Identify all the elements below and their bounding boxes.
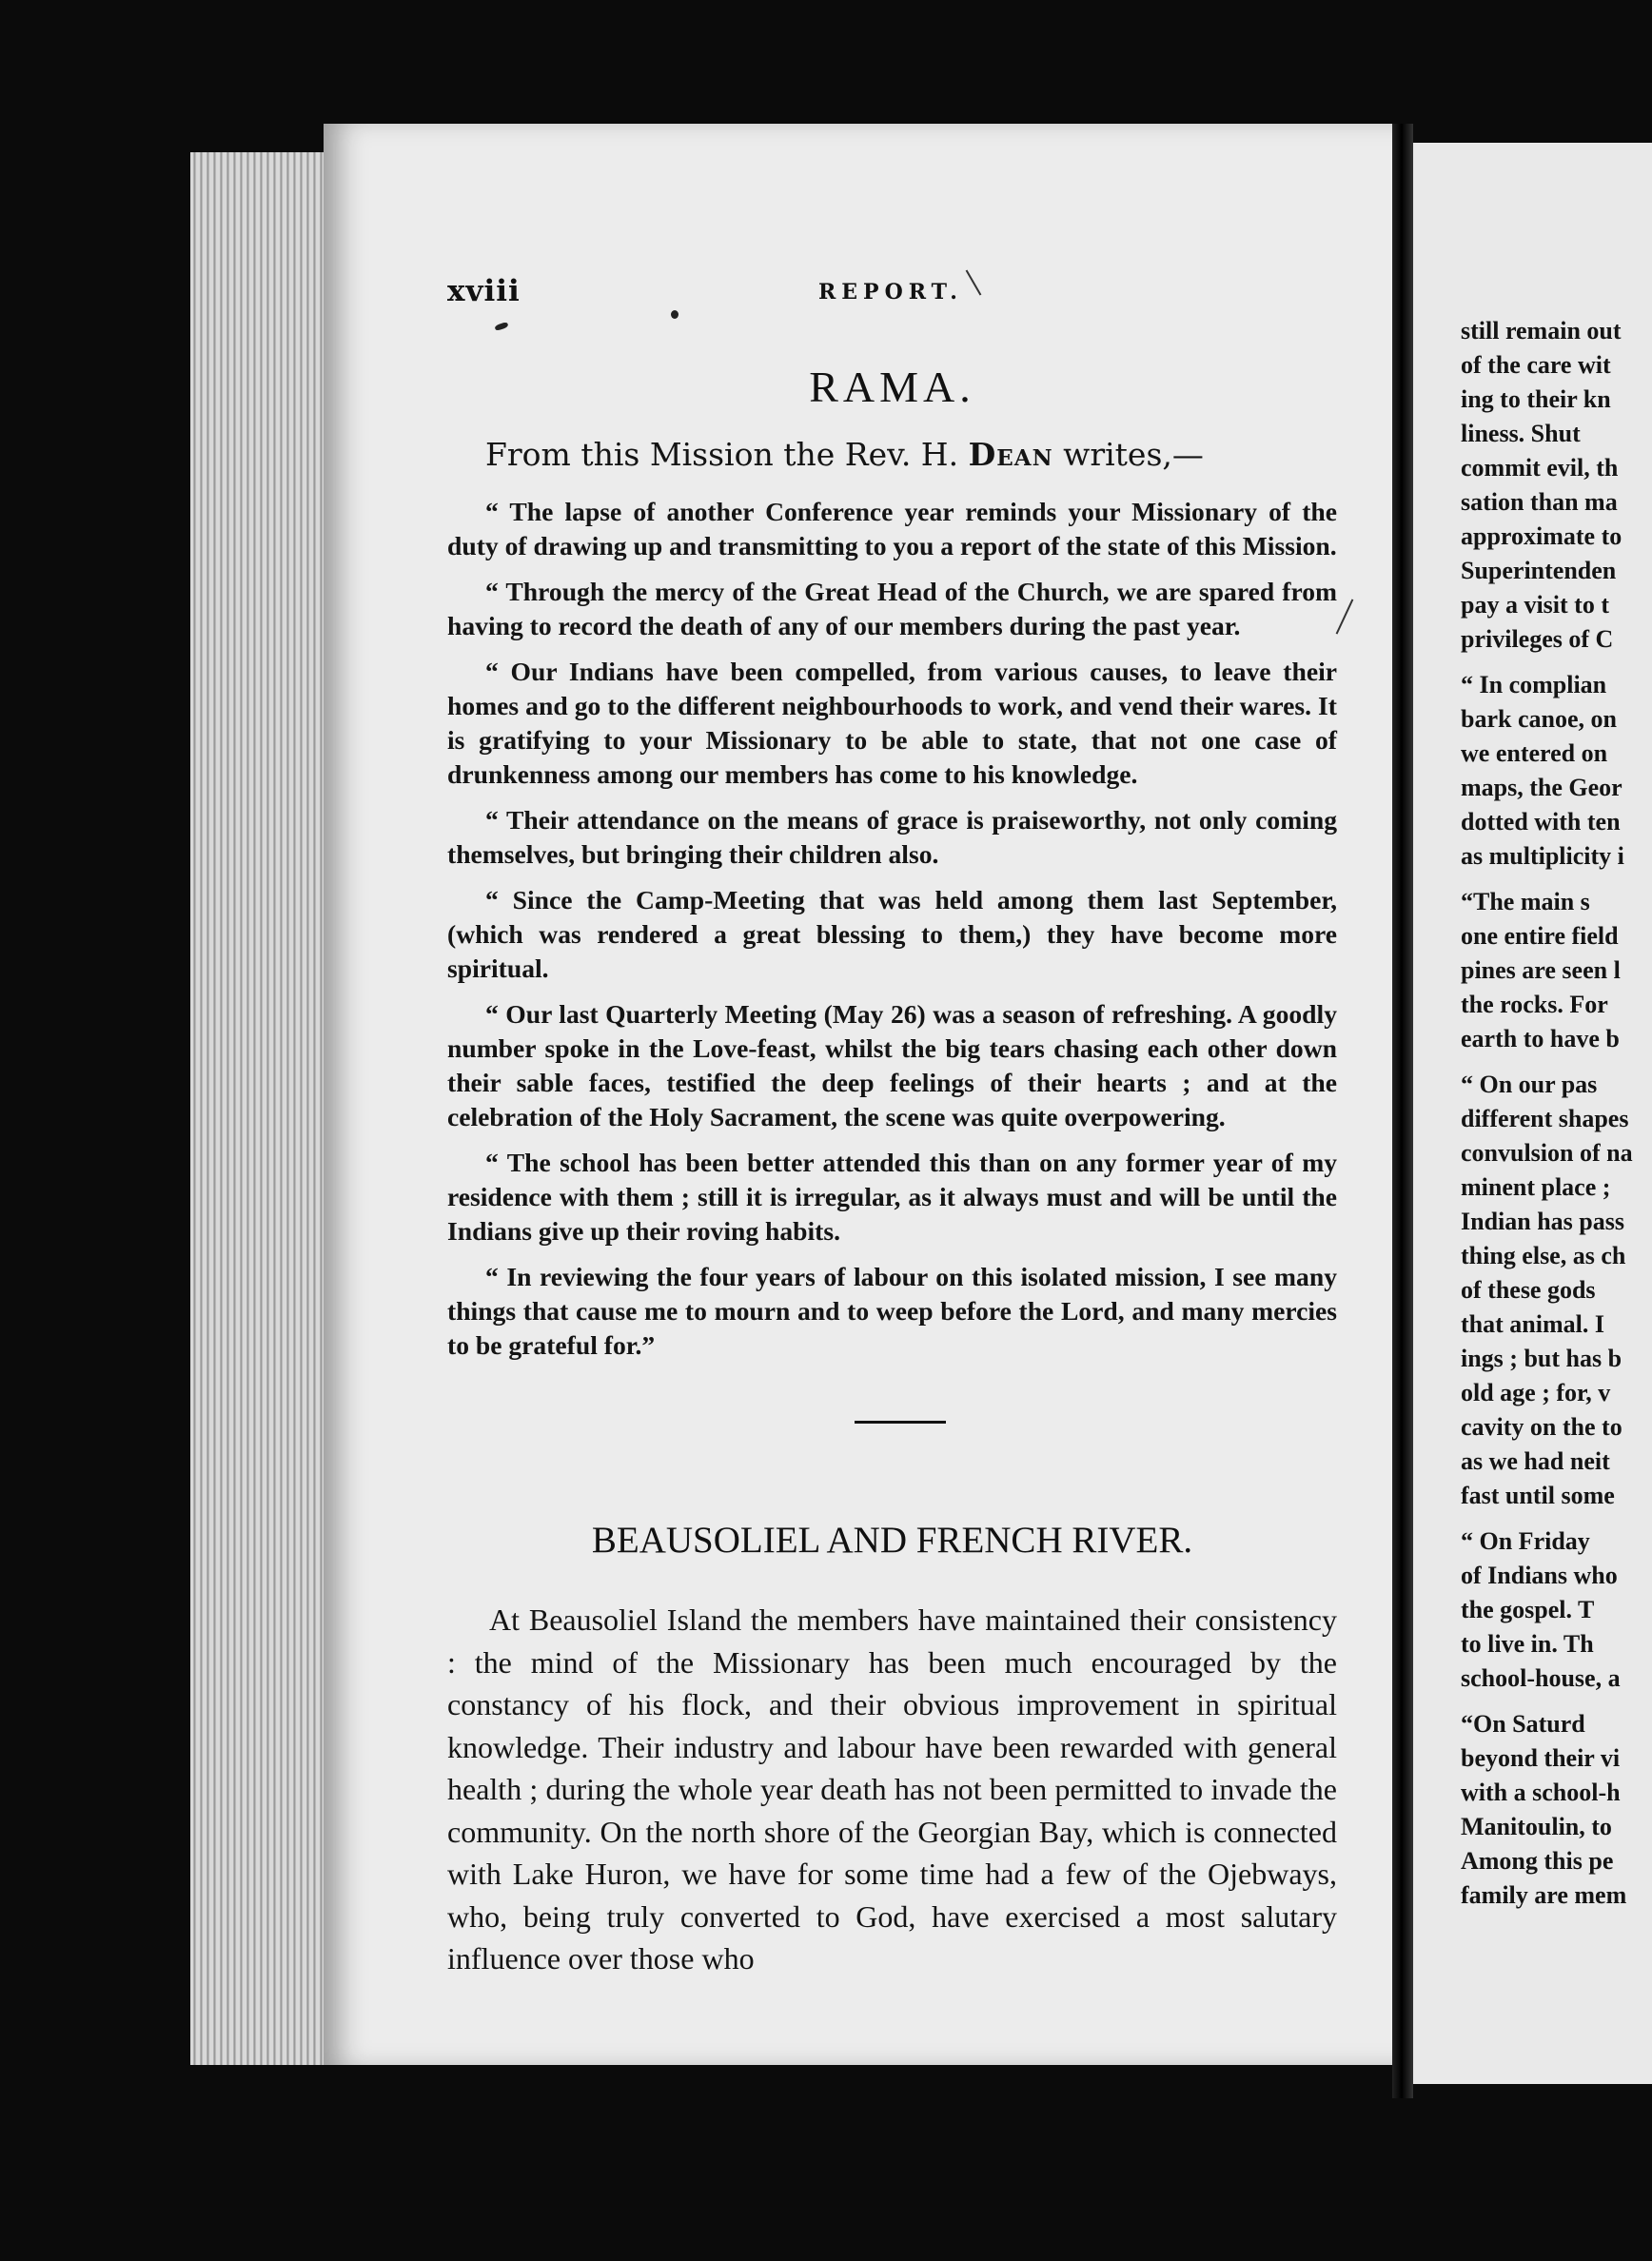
text-line: to live in. Th: [1461, 1630, 1594, 1658]
text-line: approximate to: [1461, 522, 1622, 550]
text-line: school-house, a: [1461, 1664, 1621, 1692]
text-line: of Indians who: [1461, 1562, 1618, 1589]
text-line: of the care wit: [1461, 351, 1611, 379]
text-line: “On Saturd: [1461, 1710, 1585, 1738]
text-line: as we had neit: [1461, 1447, 1610, 1475]
text-line: beyond their vi: [1461, 1744, 1621, 1772]
text-line: bark canoe, on: [1461, 705, 1617, 733]
text-line: the rocks. For: [1461, 991, 1608, 1018]
text-line: fast until some: [1461, 1482, 1615, 1509]
intro-text: From this Mission the Rev. H.: [485, 436, 969, 473]
letter-paragraph: “ Through the mercy of the Great Head of the Church, we are spared from having to record the death of any of our members during the past year.: [447, 577, 1337, 640]
text-line: Manitoulin, to: [1461, 1813, 1612, 1840]
text-line: thing else, as ch: [1461, 1242, 1626, 1269]
letter-paragraph: “ Our Indians have been compelled, from various causes, to leave their homes and go to the different neighbourhoods to work, and vend their wares. It is gratifying to your Missionary to be able to state, that not one case of drunkenness among our members has come to his knowledge.: [447, 657, 1337, 789]
text-line: of these gods: [1461, 1276, 1596, 1304]
running-head: REPORT.: [818, 280, 963, 305]
text-line: earth to have b: [1461, 1025, 1620, 1052]
text-line: family are mem: [1461, 1881, 1627, 1909]
text-line: maps, the Geor: [1461, 774, 1622, 801]
text-line: Among this pe: [1461, 1847, 1614, 1875]
letter-paragraph: “ The school has been better attended this than on any former year of my residence with them ; still it is irregular, as it always must and will be until the Indians give up their roving habits.: [447, 1148, 1337, 1246]
beausoliel-paragraph: At Beausoliel Island the members have maintained their consistency : the mind of the Missionary has been much encouraged by the constancy of his flock, and their obvious improvement in spiritual knowledge. Their industry and labour have been rewarded with general health ; during the whole year death has not been permitted to invade the community. On the north shore of the Georgian Bay, which is connected with Lake Huron, we have for some time had a few of the Ojebways, who, being truly converted to God, have exercised a most salutary influence over those who: [447, 1602, 1337, 1976]
section-divider: [855, 1421, 946, 1424]
letter-paragraph: “ Our last Quarterly Meeting (May 26) was a season of refreshing. A goodly number spoke in the Love-feast, whilst the big tears chasing each other down their sable faces, testified the deep feelings of their hearts ; and at the celebration of the Holy Sacrament, the scene was quite overpowering.: [447, 999, 1337, 1131]
text-line: commit evil, th: [1461, 454, 1619, 482]
text-line: privileges of C: [1461, 625, 1614, 653]
text-line: we entered on: [1461, 739, 1608, 767]
text-line: pines are seen l: [1461, 956, 1621, 984]
text-line: “ In complian: [1461, 671, 1607, 698]
text-line: different shapes: [1461, 1105, 1629, 1132]
text-line: cavity on the to: [1461, 1413, 1622, 1441]
text-line: ing to their kn: [1461, 385, 1611, 413]
text-line: minent place ;: [1461, 1173, 1611, 1201]
text-line: with a school-h: [1461, 1779, 1621, 1806]
ink-speck: [671, 310, 678, 319]
right-page-text: [1461, 314, 1652, 1913]
beausoliel-heading: BEAUSOLIEL AND FRENCH RIVER.: [591, 1520, 1193, 1561]
intro-suffix: writes,—: [1052, 436, 1204, 473]
rama-letter: [447, 495, 1337, 1374]
text-line: that animal. I: [1461, 1310, 1604, 1338]
text-line: old age ; for, v: [1461, 1379, 1611, 1406]
text-line: pay a visit to t: [1461, 591, 1609, 619]
text-line: liness. Shut: [1461, 420, 1581, 447]
letter-paragraph: “ Their attendance on the means of grace is praiseworthy, not only coming themselves, but bringing their children also.: [447, 805, 1337, 869]
text-line: “ On our pas: [1461, 1071, 1598, 1098]
text-line: “The main s: [1461, 888, 1590, 915]
letter-paragraph: “ In reviewing the four years of labour on this isolated mission, I see many things that cause me to mourn and to weep before the Lord, and many mercies to be grateful for.”: [447, 1262, 1337, 1360]
author-name: Dean: [968, 436, 1053, 473]
letter-paragraph: “ Since the Camp-Meeting that was held among them last September, (which was rendered a great blessing to them,) they have become more spiritual.: [447, 885, 1337, 983]
text-line: Superintenden: [1461, 557, 1617, 584]
text-line: “ On Friday: [1461, 1527, 1590, 1555]
text-line: convulsion of na: [1461, 1139, 1633, 1167]
page-number: xviii: [447, 274, 521, 308]
book-gutter: [1392, 124, 1413, 2098]
text-line: ings ; but has b: [1461, 1345, 1622, 1372]
text-line: still remain out: [1461, 317, 1622, 344]
text-line: Indian has pass: [1461, 1208, 1624, 1235]
text-line: dotted with ten: [1461, 808, 1621, 836]
letter-paragraph: “ The lapse of another Conference year reminds your Missionary of the duty of drawing up and transmitting to you a report of the state of this Mission.: [447, 497, 1337, 560]
rama-heading: RAMA.: [809, 363, 975, 411]
text-line: the gospel. T: [1461, 1596, 1595, 1623]
text-line: as multiplicity i: [1461, 842, 1624, 870]
text-line: one entire field: [1461, 922, 1619, 950]
text-line: sation than ma: [1461, 488, 1618, 516]
rama-intro: [447, 436, 1337, 473]
